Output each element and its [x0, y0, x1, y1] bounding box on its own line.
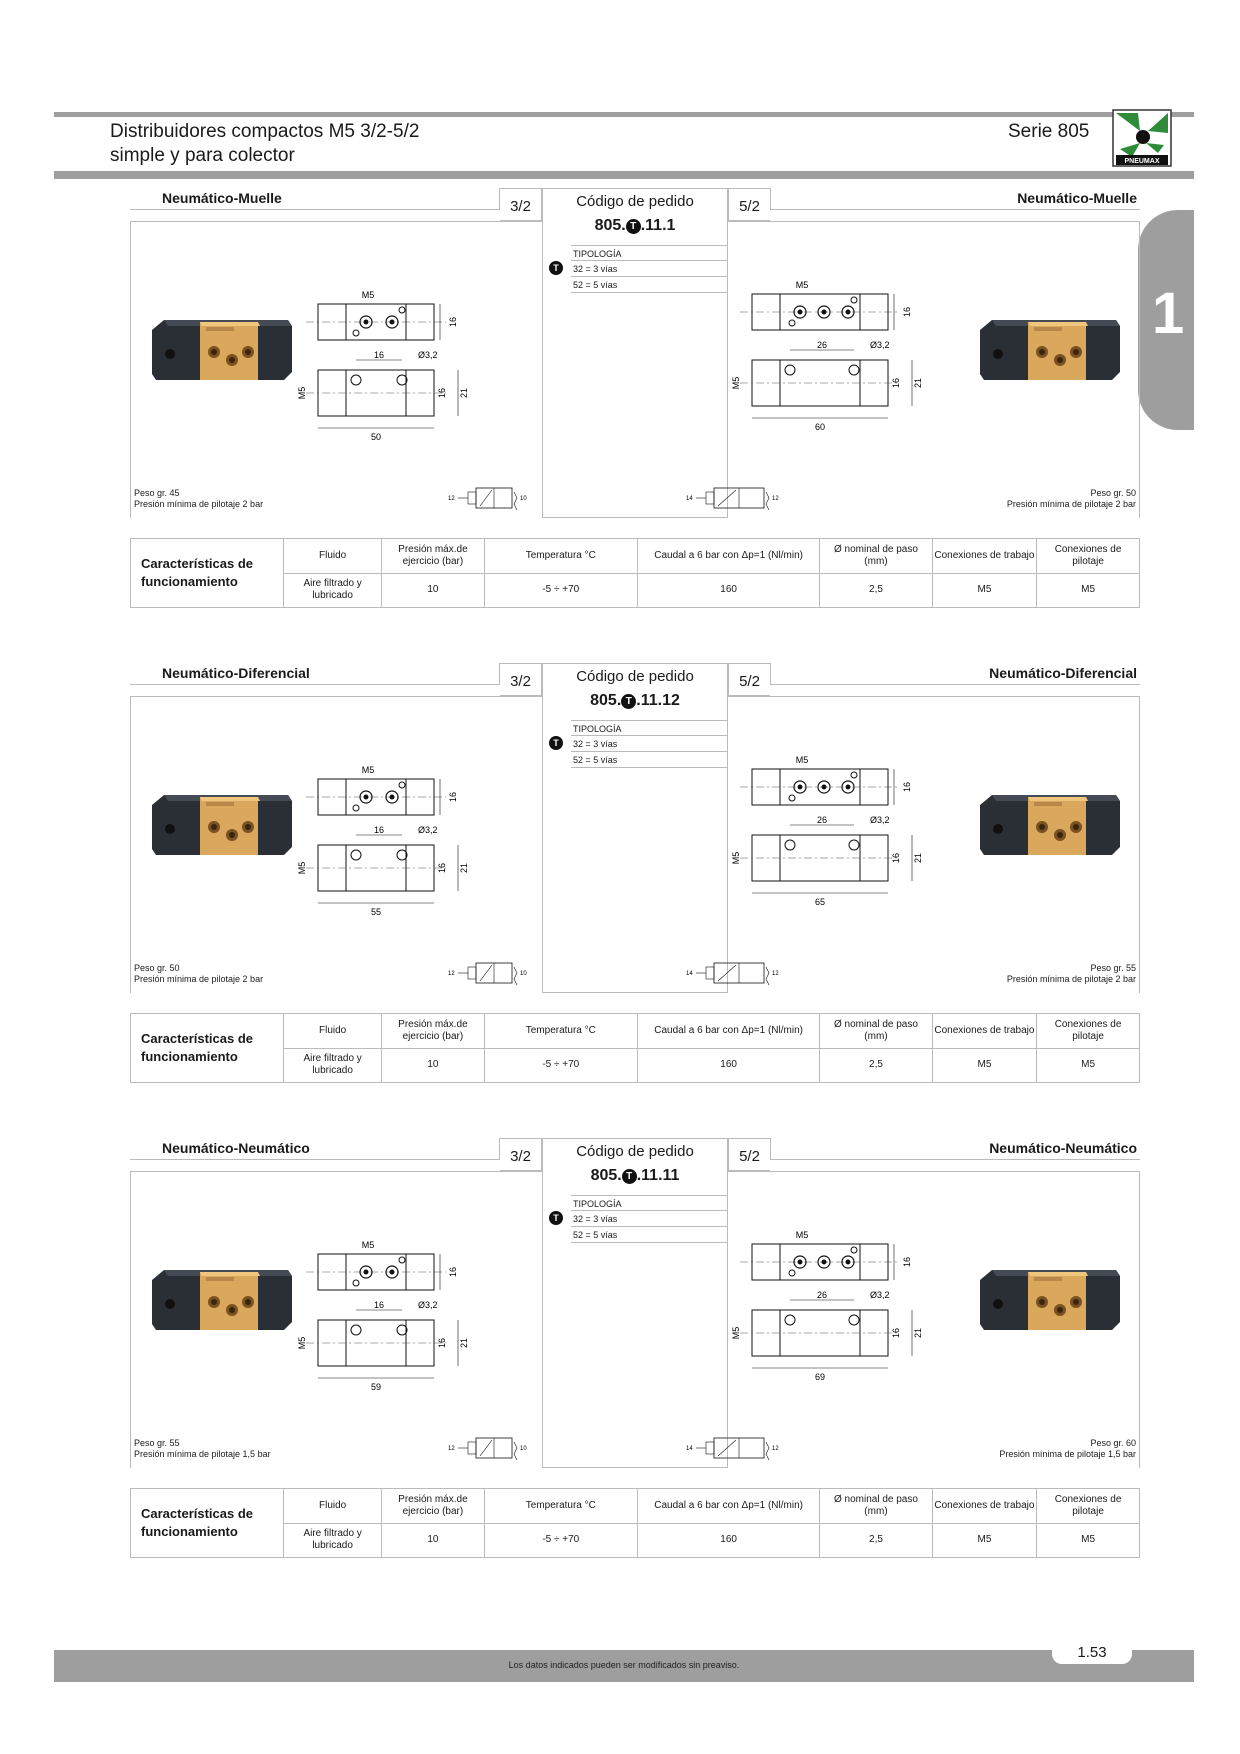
svg-text:12: 12 — [772, 971, 779, 977]
dim-16-side: 16 — [891, 1327, 901, 1339]
valve-photo-3-2 — [148, 1258, 296, 1334]
section-title-left: Neumático-Neumático — [130, 1138, 500, 1160]
series-label: Serie 805 — [1008, 121, 1090, 142]
table-header: Fluido — [284, 1014, 382, 1048]
valve-photo-5-2 — [976, 783, 1124, 859]
table-cell: -5 ÷ +70 — [484, 573, 637, 607]
logo-text: PNEUMAX — [1124, 158, 1160, 165]
drawing-3-2 — [297, 753, 506, 923]
dim-length: 50 — [370, 432, 382, 442]
dim-16-top: 16 — [902, 781, 912, 793]
dim-m5: M5 — [795, 1230, 809, 1240]
section-title-right: Neumático-Muelle — [770, 188, 1140, 210]
weight-left: Peso gr. 45 Presión mínima de pilotaje 2 bar — [134, 488, 264, 509]
table-header: Caudal a 6 bar con Δp=1 (Nl/min) — [638, 1014, 820, 1048]
table-cell: 10 — [382, 1523, 484, 1557]
page-number: 1.53 — [1052, 1642, 1132, 1664]
dim-hole: Ø3,2 — [870, 1290, 890, 1300]
pneumatic-symbol-5-2 — [686, 953, 806, 993]
dim-hole: Ø3,2 — [870, 815, 890, 825]
chapter-tab: 1 — [1138, 210, 1194, 430]
svg-text:12: 12 — [772, 1446, 779, 1452]
table-header: Presión máx.de ejercicio (bar) — [382, 1014, 484, 1048]
characteristics-box — [130, 1013, 1140, 1083]
tipologia-header: TIPOLOGÍA — [571, 245, 728, 261]
pneumatic-symbol-3-2 — [448, 953, 548, 993]
table-header: Conexiones de trabajo — [932, 539, 1036, 573]
table-cell: 10 — [382, 1048, 484, 1082]
table-cell: M5 — [1037, 573, 1139, 607]
svg-text:14: 14 — [686, 496, 693, 502]
table-cell: 160 — [638, 573, 820, 607]
characteristics-table — [283, 1489, 1139, 1557]
table-cell: M5 — [932, 1523, 1036, 1557]
dim-pitch: 26 — [816, 815, 828, 825]
dim-hole: Ø3,2 — [870, 340, 890, 350]
pneumatic-symbol-5-2 — [686, 478, 806, 518]
order-code-box — [542, 1138, 728, 1468]
tipologia-marker-icon: T — [549, 736, 563, 750]
dim-m5: M5 — [795, 280, 809, 290]
svg-text:10: 10 — [520, 496, 527, 502]
order-code-label: Código de pedido — [576, 1143, 694, 1160]
section-title-left: Neumático-Muelle — [130, 188, 500, 210]
valve-photo-3-2 — [148, 308, 296, 384]
svg-text:12: 12 — [772, 496, 779, 502]
valve-photo-3-2 — [148, 783, 296, 859]
dim-16-side: 16 — [437, 862, 447, 874]
drawing-5-2 — [731, 743, 940, 913]
dim-hole: Ø3,2 — [418, 350, 438, 360]
dim-m5-side: M5 — [297, 861, 307, 875]
order-code-box — [542, 663, 728, 993]
tipologia-52: 52 = 5 vías — [571, 277, 728, 293]
tipologia-table — [571, 1195, 728, 1243]
table-cell: 160 — [638, 1523, 820, 1557]
table-cell: Aire filtrado y lubricado — [284, 1048, 382, 1082]
dim-16-side: 16 — [891, 852, 901, 864]
table-header: Presión máx.de ejercicio (bar) — [382, 1489, 484, 1523]
characteristics-table — [283, 539, 1139, 607]
order-code-box — [542, 188, 728, 518]
table-cell: M5 — [932, 573, 1036, 607]
svg-text:14: 14 — [686, 971, 693, 977]
footer-bar — [54, 1650, 1194, 1682]
table-header: Ø nominal de paso (mm) — [820, 1489, 933, 1523]
order-code-label: Código de pedido — [576, 193, 694, 210]
dim-21: 21 — [459, 862, 469, 874]
table-cell: M5 — [1037, 1523, 1139, 1557]
pneumatic-symbol-5-2 — [686, 1428, 806, 1468]
svg-text:10: 10 — [520, 1446, 527, 1452]
dim-pitch: 16 — [373, 350, 385, 360]
table-cell: -5 ÷ +70 — [484, 1523, 637, 1557]
dim-length: 60 — [814, 422, 826, 432]
dim-16-top: 16 — [902, 1256, 912, 1268]
tipologia-marker-icon: T — [549, 1211, 563, 1225]
table-header: Ø nominal de paso (mm) — [820, 539, 933, 573]
dim-hole: Ø3,2 — [418, 825, 438, 835]
dim-21: 21 — [459, 387, 469, 399]
dim-16-side: 16 — [437, 1337, 447, 1349]
dim-m5: M5 — [361, 1240, 375, 1250]
table-cell: -5 ÷ +70 — [484, 1048, 637, 1082]
table-header: Conexiones de pilotaje — [1037, 1489, 1139, 1523]
dim-21: 21 — [913, 377, 923, 389]
characteristics-box — [130, 538, 1140, 608]
svg-text:10: 10 — [520, 971, 527, 977]
weight-right: Peso gr. 60 Presión mínima de pilotaje 1,5 bar — [999, 1438, 1136, 1459]
ways-5-2: 5/2 — [728, 1138, 770, 1171]
ways-3-2: 3/2 — [500, 663, 542, 696]
tipologia-badge-icon: T — [622, 1169, 637, 1184]
table-header: Conexiones de pilotaje — [1037, 1014, 1139, 1048]
table-header: Presión máx.de ejercicio (bar) — [382, 539, 484, 573]
dim-m5-side: M5 — [731, 1326, 741, 1340]
dim-16-side: 16 — [437, 387, 447, 399]
characteristics-box — [130, 1488, 1140, 1558]
svg-text:12: 12 — [448, 971, 455, 977]
table-header: Conexiones de pilotaje — [1037, 539, 1139, 573]
dim-21: 21 — [459, 1337, 469, 1349]
ways-5-2: 5/2 — [728, 663, 770, 696]
order-code: 805. T .11.11 — [590, 1167, 680, 1184]
table-cell: 2,5 — [820, 1523, 933, 1557]
section-title-left: Neumático-Diferencial — [130, 663, 500, 685]
table-header: Ø nominal de paso (mm) — [820, 1014, 933, 1048]
table-header: Fluido — [284, 1489, 382, 1523]
table-header: Caudal a 6 bar con Δp=1 (Nl/min) — [638, 539, 820, 573]
dim-m5: M5 — [795, 755, 809, 765]
table-header: Conexiones de trabajo — [932, 1489, 1036, 1523]
pneumatic-symbol-3-2 — [448, 1428, 548, 1468]
dim-m5-side: M5 — [731, 851, 741, 865]
tipologia-table — [571, 245, 728, 293]
svg-text:14: 14 — [686, 1446, 693, 1452]
dim-16-top: 16 — [448, 316, 458, 328]
dim-21: 21 — [913, 1327, 923, 1339]
characteristics-title: Características de funcionamiento — [141, 1506, 254, 1539]
table-header: Temperatura °C — [484, 1014, 637, 1048]
tipologia-32: 32 = 3 vías — [571, 1211, 728, 1227]
header-rule-bottom — [54, 171, 1194, 179]
dim-pitch: 16 — [373, 1300, 385, 1310]
table-header: Fluido — [284, 539, 382, 573]
dim-length: 59 — [370, 1382, 382, 1392]
drawing-3-2 — [297, 1228, 506, 1398]
table-cell: Aire filtrado y lubricado — [284, 573, 382, 607]
dim-m5-side: M5 — [297, 386, 307, 400]
dim-hole: Ø3,2 — [418, 1300, 438, 1310]
order-code-label: Código de pedido — [576, 668, 694, 685]
dim-pitch: 16 — [373, 825, 385, 835]
dim-pitch: 26 — [816, 1290, 828, 1300]
dim-length: 65 — [814, 897, 826, 907]
ways-5-2: 5/2 — [728, 188, 770, 221]
table-cell: 2,5 — [820, 573, 933, 607]
valve-photo-5-2 — [976, 1258, 1124, 1334]
dim-length: 69 — [814, 1372, 826, 1382]
header-rule-top — [54, 112, 1194, 117]
table-cell: 160 — [638, 1048, 820, 1082]
dim-16-side: 16 — [891, 377, 901, 389]
characteristics-table — [283, 1014, 1139, 1082]
valve-photo-5-2 — [976, 308, 1124, 384]
order-code: 805. T .11.12 — [590, 692, 680, 709]
tipologia-header: TIPOLOGÍA — [571, 720, 728, 736]
characteristics-title: Características de funcionamiento — [141, 556, 254, 589]
weight-right: Peso gr. 55 Presión mínima de pilotaje 2 bar — [1006, 963, 1136, 984]
dim-16-top: 16 — [902, 306, 912, 318]
tipologia-badge-icon: T — [626, 219, 641, 234]
tipologia-52: 52 = 5 vías — [571, 752, 728, 768]
pneumax-logo — [1112, 109, 1172, 167]
tipologia-marker-icon: T — [549, 261, 563, 275]
characteristics-title: Características de funcionamiento — [141, 1031, 254, 1064]
table-cell: 10 — [382, 573, 484, 607]
dim-m5-side: M5 — [297, 1336, 307, 1350]
ways-3-2: 3/2 — [500, 1138, 542, 1171]
svg-text:12: 12 — [448, 496, 455, 502]
section-neumatico-neumatico — [130, 1138, 1140, 1603]
drawing-5-2 — [731, 268, 940, 438]
ways-3-2: 3/2 — [500, 188, 542, 221]
section-neumatico-muelle — [130, 188, 1140, 653]
dim-16-top: 16 — [448, 1266, 458, 1278]
order-code: 805. T .11.1 — [594, 217, 676, 234]
tipologia-32: 32 = 3 vías — [571, 736, 728, 752]
footer-note: Los datos indicados pueden ser modificados sin preaviso. — [508, 1660, 740, 1670]
section-title-right: Neumático-Diferencial — [770, 663, 1140, 685]
dim-m5-side: M5 — [731, 376, 741, 390]
table-cell: 2,5 — [820, 1048, 933, 1082]
table-cell: M5 — [932, 1048, 1036, 1082]
tipologia-badge-icon: T — [621, 694, 636, 709]
table-cell: M5 — [1037, 1048, 1139, 1082]
section-title-right: Neumático-Neumático — [770, 1138, 1140, 1160]
drawing-3-2 — [297, 278, 506, 448]
tipologia-header: TIPOLOGÍA — [571, 1195, 728, 1211]
svg-text:12: 12 — [448, 1446, 455, 1452]
dim-21: 21 — [913, 852, 923, 864]
table-cell: Aire filtrado y lubricado — [284, 1523, 382, 1557]
table-header: Temperatura °C — [484, 1489, 637, 1523]
tipologia-52: 52 = 5 vías — [571, 1227, 728, 1243]
section-neumatico-diferencial — [130, 663, 1140, 1128]
drawing-5-2 — [731, 1218, 940, 1388]
weight-left: Peso gr. 50 Presión mínima de pilotaje 2 bar — [134, 963, 264, 984]
tipologia-table — [571, 720, 728, 768]
page-title: Distribuidores compactos M5 3/2-5/2 simple y para colector — [110, 121, 420, 166]
table-header: Conexiones de trabajo — [932, 1014, 1036, 1048]
tipologia-32: 32 = 3 vías — [571, 261, 728, 277]
pneumatic-symbol-3-2 — [448, 478, 548, 518]
dim-length: 55 — [370, 907, 382, 917]
weight-left: Peso gr. 55 Presión mínima de pilotaje 1,5 bar — [134, 1438, 271, 1459]
dim-16-top: 16 — [448, 791, 458, 803]
table-header: Temperatura °C — [484, 539, 637, 573]
dim-m5: M5 — [361, 290, 375, 300]
weight-right: Peso gr. 50 Presión mínima de pilotaje 2 bar — [1006, 488, 1136, 509]
dim-m5: M5 — [361, 765, 375, 775]
dim-pitch: 26 — [816, 340, 828, 350]
table-header: Caudal a 6 bar con Δp=1 (Nl/min) — [638, 1489, 820, 1523]
